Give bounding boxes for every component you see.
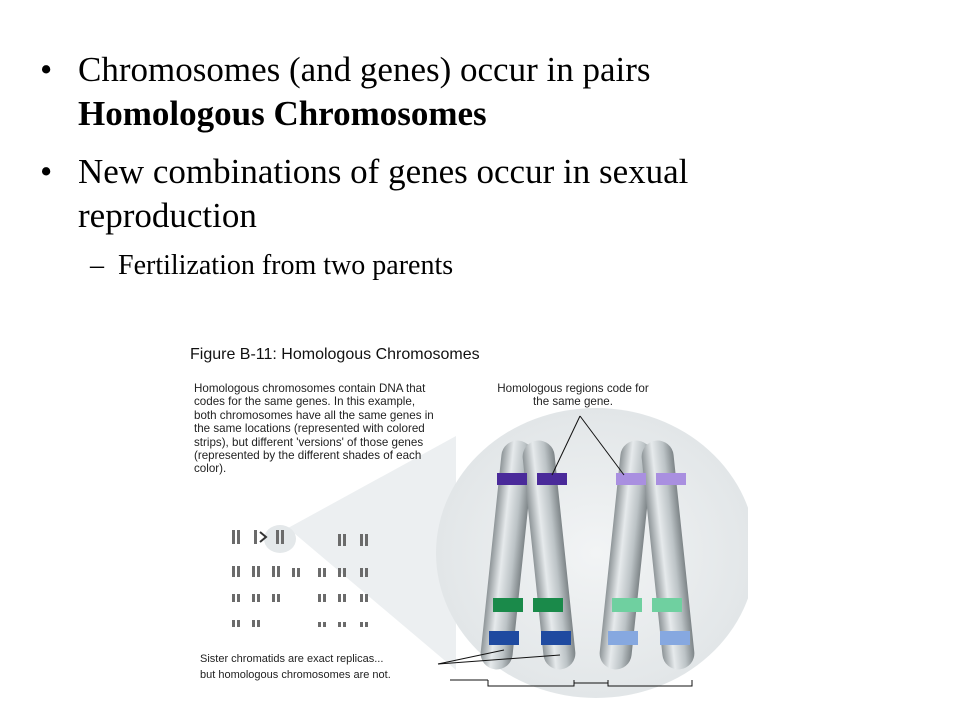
band-purple-dark [497,473,527,485]
sub-bullet-text: Fertilization from two parents [118,250,454,281]
figure-captions [200,653,450,685]
band-blue-dark [489,631,519,645]
bullet-list [40,48,940,284]
bullet-marker: • [40,50,53,89]
figure-title: Figure B-11: Homologous Chromosomes [190,346,480,363]
band-green-dark [493,598,523,612]
bullet-marker: • [40,152,53,191]
band-purple-light [616,473,646,485]
band-blue-light [660,631,690,645]
bullet-new-combinations [40,150,940,238]
sub-bullet-marker: – [90,250,104,281]
homologous-chromosomes-term: Homologous Chromosomes [78,94,487,133]
band-blue-light [608,631,638,645]
figure-description: Homologous chromosomes contain DNA that codes for the same genes. In this example, both chromosomes have all the same genes in the same locations (represented with colored strips), but different 'versions' of those genes (represented by the different shades of each color). [194,382,434,476]
band-green-dark [533,598,563,612]
sub-bullet-fertilization [40,248,940,284]
band-purple-light [656,473,686,485]
band-green-light [652,598,682,612]
bullet-text: Chromosomes (and genes) occur in pairs [78,50,651,89]
homologous-region-note: Homologous regions code for the same gene. [497,382,649,409]
bullet-text: New combinations of genes occur in sexual reproduction [78,152,689,235]
karyotype-row-4 [232,620,368,627]
zoom-source-circle [264,525,296,553]
caption-homologous: but homologous chromosomes are not. [200,669,391,681]
caption-sister-chromatids: Sister chromatids are exact replicas... [200,653,384,665]
band-blue-dark [541,631,571,645]
band-green-light [612,598,642,612]
figure-homologous-chromosomes [188,340,748,710]
bullet-chromosomes [40,48,940,136]
karyotype-row-3 [232,594,368,602]
